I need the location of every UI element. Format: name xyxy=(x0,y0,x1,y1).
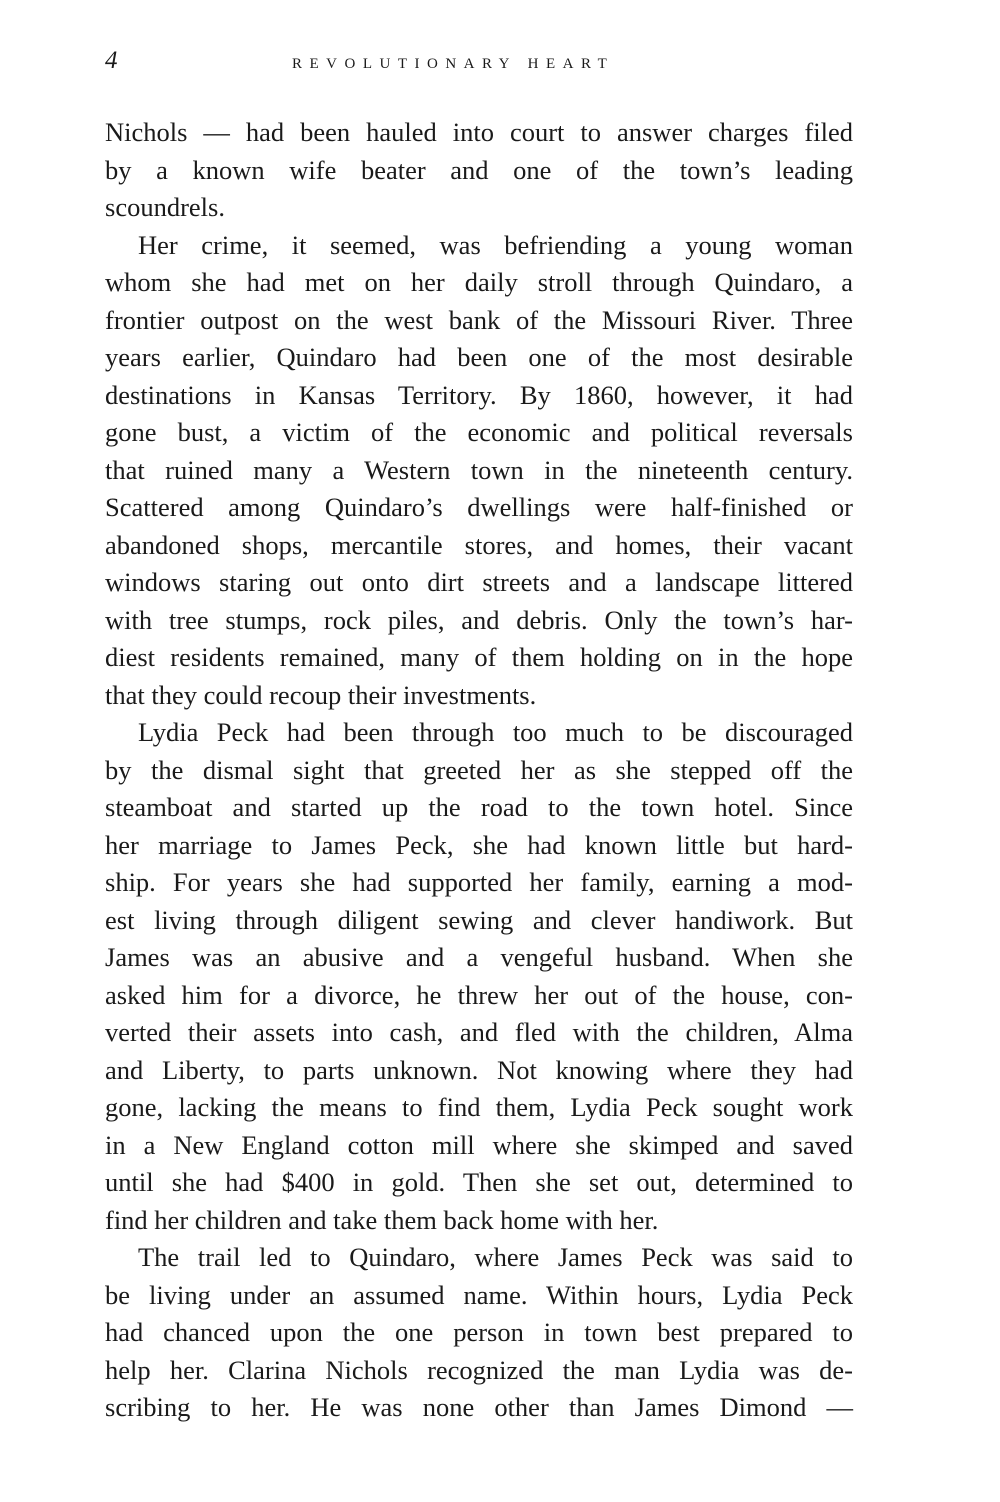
text-line: years earlier, Quindaro had been one of the most desirable xyxy=(105,342,853,372)
paragraph xyxy=(105,714,853,1239)
text-line: by the dismal sight that greeted her as she stepped off the xyxy=(105,754,853,785)
text-line: windows staring out onto dirt streets and a landscape littered xyxy=(105,567,853,597)
text-line: until she had $400 in gold. Then she set out, determined to xyxy=(105,1167,853,1197)
text-line: diest residents remained, many of them holding on in the hope xyxy=(105,642,853,672)
text-line: with tree stumps, rock piles, and debris. Only the town’s har- xyxy=(105,604,853,635)
text-line: and Liberty, to parts unknown. Not knowing where they had xyxy=(105,1054,853,1085)
text-line: had chanced upon the one person in town best prepared to xyxy=(105,1317,853,1347)
text-line: help her. Clarina Nichols recognized the man Lydia was de- xyxy=(105,1354,853,1385)
running-head: REVOLUTIONARY HEART xyxy=(292,56,615,72)
text-line: her marriage to James Peck, she had known little but hard- xyxy=(105,829,853,860)
text-line: find her children and take them back home with her. xyxy=(105,1204,659,1235)
text-line: by a known wife beater and one of the town’s leading xyxy=(105,154,853,185)
text-line: be living under an assumed name. Within hours, Lydia Peck xyxy=(105,1279,853,1310)
text-line: in a New England cotton mill where she skimped and saved xyxy=(105,1129,853,1160)
text-line: whom she had met on her daily stroll through Quindaro, a xyxy=(105,267,853,297)
text-line: scoundrels. xyxy=(105,192,225,222)
text-line: est living through diligent sewing and clever handiwork. But xyxy=(105,904,853,935)
paragraph xyxy=(105,227,853,715)
text-line: steamboat and started up the road to the town hotel. Since xyxy=(105,792,853,822)
text-line: scribing to her. He was none other than James Dimond — xyxy=(105,1392,853,1422)
text-line: abandoned shops, mercantile stores, and homes, their vacant xyxy=(105,529,853,560)
text-line: gone bust, a victim of the economic and political reversals xyxy=(105,417,853,447)
text-line: that they could recoup their investments. xyxy=(105,679,537,710)
text-line: destinations in Kansas Territory. By 1860, however, it had xyxy=(105,379,853,410)
text-line: verted their assets into cash, and fled with the children, Alma xyxy=(105,1017,853,1047)
paragraph xyxy=(105,114,853,227)
page-number: 4 xyxy=(105,47,118,74)
text-line: frontier outpost on the west bank of the Missouri River. Three xyxy=(105,304,853,335)
text-line: that ruined many a Western town in the nineteenth century. xyxy=(105,454,853,485)
text-line: Her crime, it seemed, was befriending a young woman xyxy=(138,229,853,260)
paragraph xyxy=(105,1239,853,1427)
text-line: Nichols — had been hauled into court to answer charges filed xyxy=(105,117,853,147)
text-line: The trail led to Quindaro, where James Peck was said to xyxy=(138,1242,853,1272)
text-line: James was an abusive and a vengeful husband. When she xyxy=(105,942,853,972)
text-line: asked him for a divorce, he threw her out of the house, con- xyxy=(105,979,853,1010)
body-text xyxy=(105,114,853,1427)
text-line: Lydia Peck had been through too much to be discouraged xyxy=(138,717,853,747)
text-line: gone, lacking the means to find them, Lydia Peck sought work xyxy=(105,1092,853,1122)
text-line: Scattered among Quindaro’s dwellings were half-finished or xyxy=(105,492,853,522)
text-line: ship. For years she had supported her family, earning a mod- xyxy=(105,867,853,897)
